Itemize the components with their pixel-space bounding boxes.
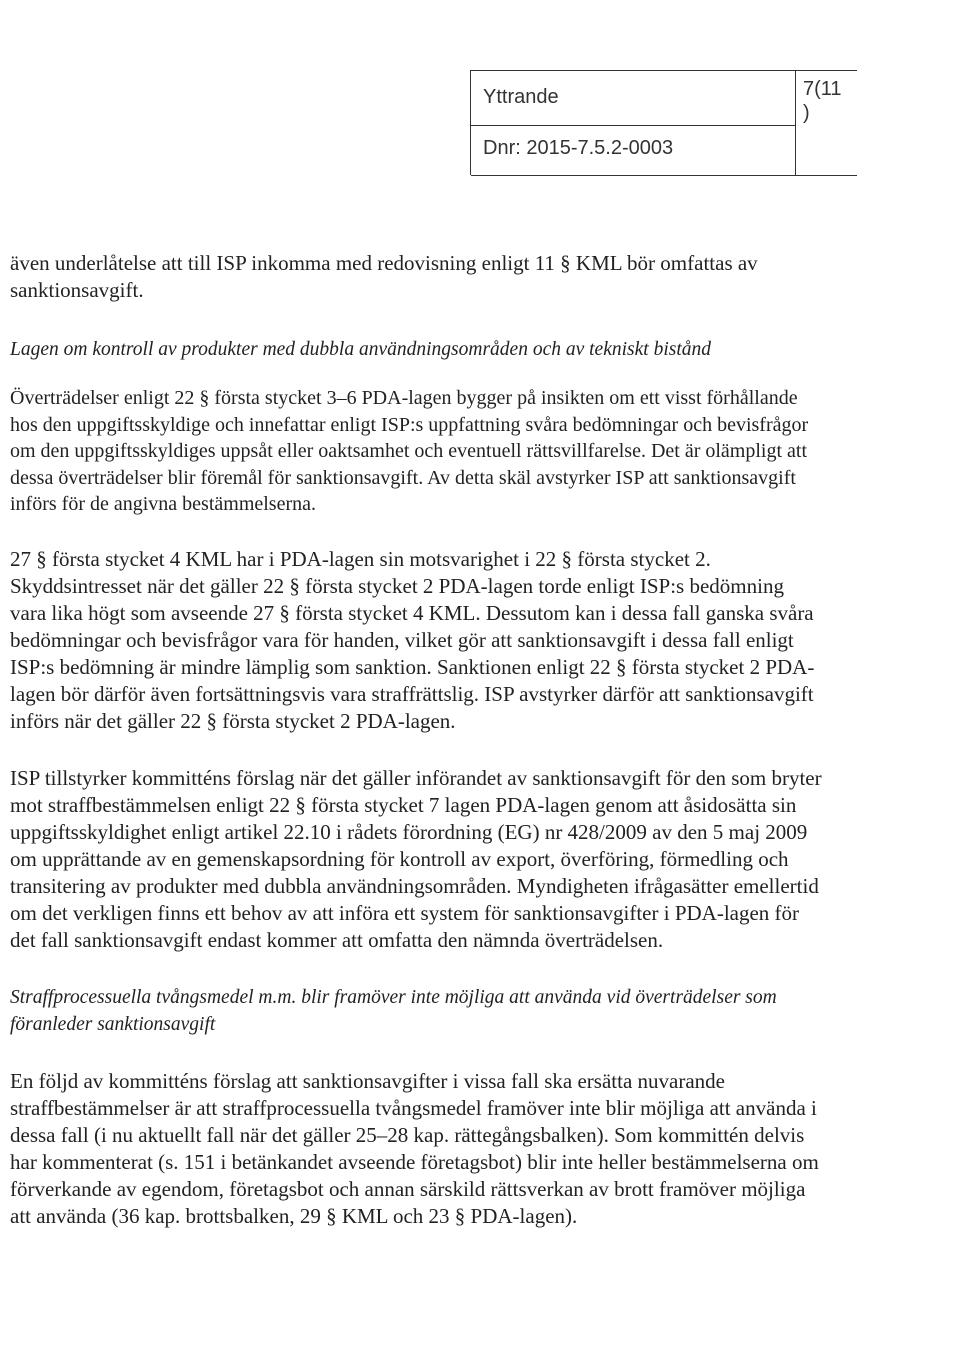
- paragraph-2: Överträdelser enligt 22 § första stycket 3–6 PDA-lagen bygger på insikten om ett visst förhållande hos den uppgiftsskyldige och innefattar enligt ISP:s uppfattning svåra bedömningar och bevisfrågor om den uppgiftsskyldiges uppsåt eller oaktsamhet och eventuell rättsvillfarelse. Det är olämpligt att dessa överträdelser blir föremål för sanktionsavgift. Av detta skäl avstyrker ISP att sanktionsavgift införs för de angivna bestämmelserna.: [10, 387, 809, 515]
- paragraph-3: 27 § första stycket 4 KML har i PDA-lagen sin motsvarighet i 22 § första stycket 2. Skyddsintresset när det gäller 22 § första stycket 2 PDA-lagen torde enligt ISP:s bedömning vara lika högt som avseende 27 § första stycket 4 KML. Dessutom kan i dessa fall ganska svåra bedömningar och bevisfrågor vara för handen, vilket gör att sanktionsavgift i dessa fall enligt ISP:s bedömning är mindre lämplig som sanktion. Sanktionen enligt 22 § första stycket 2 PDA-lagen bör därför även fortsättningsvis vara straffrättslig. ISP avstyrker därför att sanktionsavgift införs när det gäller 22 § första stycket 2 PDA-lagen.: [10, 546, 815, 733]
- header-divider-vertical: [795, 71, 796, 175]
- section-heading-1: Lagen om kontroll av produkter med dubbla användningsområden och av tekniskt bistånd: [10, 339, 712, 360]
- document-header-box: [470, 70, 857, 175]
- paragraph-1: även underlåtelse att till ISP inkomma med redovisning enligt 11 § KML bör omfattas av sanktionsavgift.: [10, 251, 758, 302]
- header-divider-horizontal: [471, 125, 795, 126]
- page-number-line-2: ): [803, 102, 810, 124]
- header-divider-bottom: [471, 175, 857, 176]
- paragraph-4: ISP tillstyrker kommitténs förslag när det gäller införandet av sanktionsavgift för den som bryter mot straffbestämmelsen enligt 22 § första stycket 7 lagen PDA-lagen genom att åsidosätta sin uppgiftsskyldighet enligt artikel 22.10 i rådets förordning (EG) nr 428/2009 av den 5 maj 2009 om upprättande av en gemenskapsordning för kontroll av export, överföring, förmedling och transitering av produkter med dubbla användningsområden. Myndigheten ifrågasätter emellertid om det verkligen finns ett behov av att införa ett system för sanktionsavgifter i PDA-lagen för det fall sanktionsavgift endast kommer att omfatta den nämnda överträdelsen.: [10, 765, 822, 952]
- section-heading-2: Straffprocessuella tvångsmedel m.m. blir framöver inte möjliga att använda vid överträdelser som föranleder sanktionsavgift: [10, 986, 777, 1035]
- document-type: Yttrande: [483, 86, 559, 108]
- page-number-line-1: 7(11: [803, 78, 842, 100]
- paragraph-5: En följd av kommitténs förslag att sanktionsavgifter i vissa fall ska ersätta nuvarande straffbestämmelser är att straffprocessuella tvångsmedel framöver inte blir möjliga att använda i dessa fall (i nu aktuellt fall när det gäller 25–28 kap. rättegångsbalken). Som kommittén delvis har kommenterat (s. 151 i betänkandet avseende företagsbot) blir inte heller bestämmelserna om förverkande av egendom, företagsbot och annan särskild rättsverkan av brott framöver möjliga att använda (36 kap. brottsbalken, 29 § KML och 23 § PDA-lagen).: [10, 1068, 819, 1228]
- page-number: [803, 77, 853, 125]
- document-number: Dnr: 2015-7.5.2-0003: [483, 137, 674, 159]
- document-body: [10, 250, 825, 1230]
